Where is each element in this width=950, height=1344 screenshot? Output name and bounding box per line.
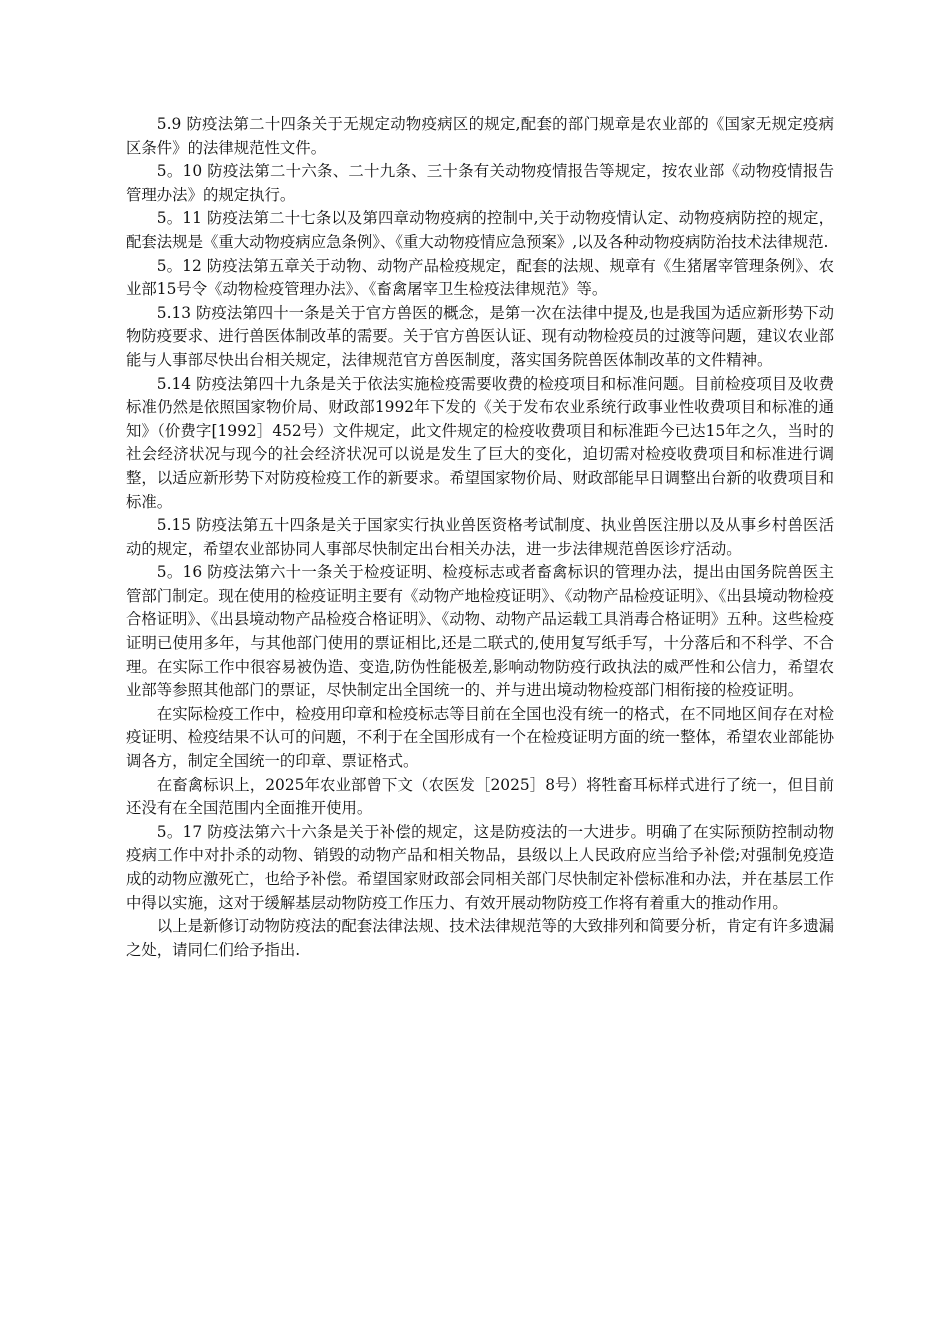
paragraph-5-9: 5.9 防疫法第二十四条关于无规定动物疫病区的规定,配套的部门规章是农业部的《国家无规定疫病区条件》的法律规范性文件。 xyxy=(126,115,834,157)
paragraph-5-11: 5。11 防疫法第二十七条以及第四章动物疫病的控制中,关于动物疫情认定、动物疫病防控的规定，配套法规是《重大动物疫病应急条例》、《重大动物疫情应急预案》,以及各种动物疫病防治技术法律规范. xyxy=(126,209,834,251)
paragraph-inspection-practice: 在实际检疫工作中，检疫用印章和检疫标志等目前在全国也没有统一的格式，在不同地区间存在对检疫证明、检疫结果不认可的问题，不利于在全国形成有一个在检疫证明方面的统一整体，希望农业部能协调各方，制定全国统一的印章、票证格式。 xyxy=(126,704,834,771)
document-body xyxy=(126,113,834,962)
paragraph-5-10: 5。10 防疫法第二十六条、二十九条、三十条有关动物疫情报告等规定，按农业部《动物疫情报告管理办法》的规定执行。 xyxy=(126,162,834,204)
paragraph-conclusion: 以上是新修订动物防疫法的配套法律法规、技术法律规范等的大致排列和简要分析，肯定有许多遗漏之处，请同仁们给予指出. xyxy=(126,917,834,959)
paragraph-5-16: 5。16 防疫法第六十一条关于检疫证明、检疫标志或者畜禽标识的管理办法，提出由国务院兽医主管部门制定。现在使用的检疫证明主要有《动物产地检疫证明》、《动物产品检疫证明》、《出县境动物检疫合格证明》、《出县境动物产品检疫合格证明》、《动物、动物产品运载工具消毒合格证明》五种。这些检疫证明已使用多年，与其他部门使用的票证相比,还是二联式的,使用复写纸手写，十分落后和不科学、不合理。在实际工作中很容易被伪造、变造,防伪性能极差,影响动物防疫行政执法的威严性和公信力，希望农业部等参照其他部门的票证，尽快制定出全国统一的、并与进出境动物检疫部门相衔接的检疫证明。 xyxy=(126,563,834,700)
paragraph-5-17: 5。17 防疫法第六十六条是关于补偿的规定，这是防疫法的一大进步。明确了在实际预防控制动物疫病工作中对扑杀的动物、销毁的动物产品和相关物品，县级以上人民政府应当给予补偿;对强制免疫造成的动物应激死亡，也给予补偿。希望国家财政部会同相关部门尽快制定补偿标准和办法，并在基层工作中得以实施，这对于缓解基层动物防疫工作压力、有效开展动物防疫工作将有着重大的推动作用。 xyxy=(126,822,834,912)
paragraph-5-15: 5.15 防疫法第五十四条是关于国家实行执业兽医资格考试制度、执业兽医注册以及从事乡村兽医活动的规定，希望农业部协同人事部尽快制定出台相关办法，进一步法律规范兽医诊疗活动。 xyxy=(126,516,834,558)
paragraph-5-13: 5.13 防疫法第四十一条是关于官方兽医的概念，是第一次在法律中提及,也是我国为适应新形势下动物防疫要求、进行兽医体制改革的需要。关于官方兽医认证、现有动物检疫员的过渡等问题，建议农业部能与人事部尽快出台相关规定，法律规范官方兽医制度，落实国务院兽医体制改革的文件精神。 xyxy=(126,303,834,369)
paragraph-5-14: 5.14 防疫法第四十九条是关于依法实施检疫需要收费的检疫项目和标准问题。目前检疫项目及收费标准仍然是依照国家物价局、财政部1992年下发的《关于发布农业系统行政事业性收费项目和标准的通知》（价费字[1992］452号）文件规定，此文件规定的检疫收费项目和标准距今已达15年之久，当时的社会经济状况与现今的社会经济状况可以说是发生了巨大的变化，迫切需对检疫收费项目和标准进行调整，以适应新形势下对防疫检疫工作的新要求。希望国家物价局、财政部能早日调整出台新的收费项目和标准。 xyxy=(126,374,834,511)
paragraph-5-12: 5。12 防疫法第五章关于动物、动物产品检疫规定，配套的法规、规章有《生猪屠宰管理条例》、农业部15号令《动物检疫管理办法》、《畜禽屠宰卫生检疫法律规范》等。 xyxy=(126,256,834,299)
paragraph-livestock-marking: 在畜禽标识上，2025年农业部曾下文（农医发［2025］8号）将牲畜耳标样式进行了统一，但目前还没有在全国范围内全面推开使用。 xyxy=(126,775,834,818)
